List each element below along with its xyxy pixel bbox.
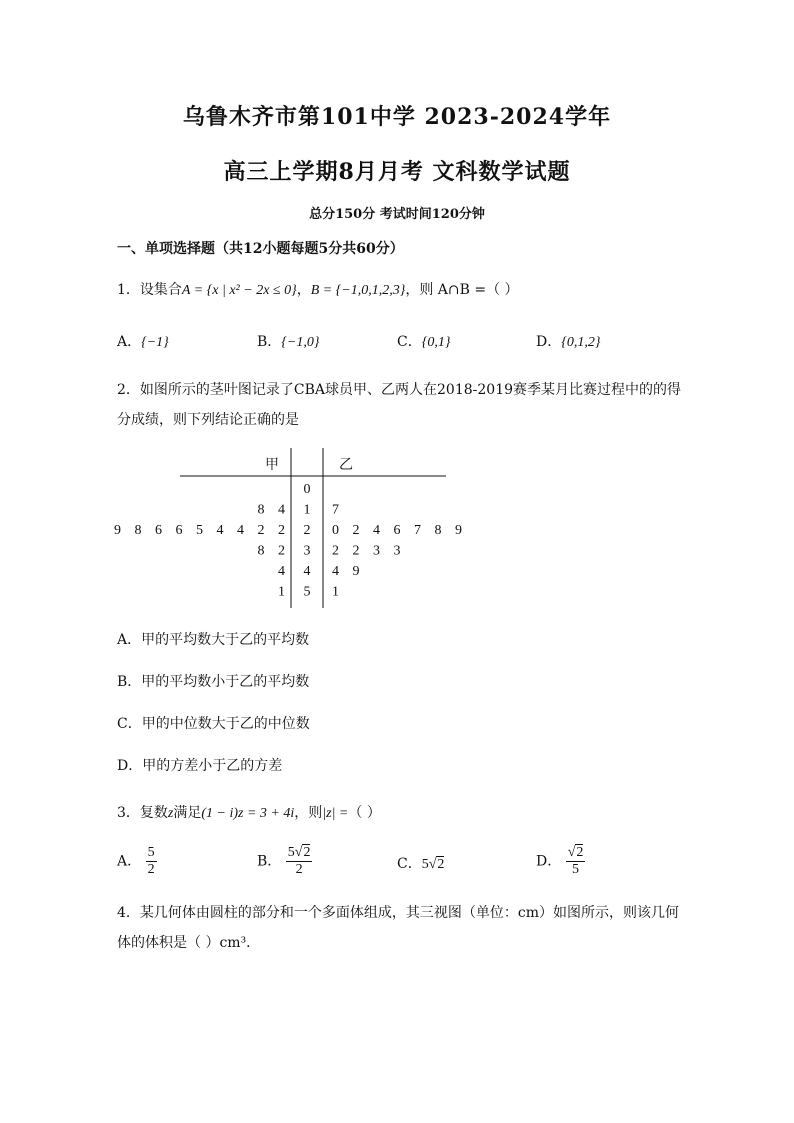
question-4-line1: 4．某几何体由圆柱的部分和一个多面体组成，其三视图（单位：cm）如图所示，则该几何 bbox=[117, 905, 680, 921]
q3-option-c: C．5√2 bbox=[397, 856, 445, 872]
q3-option-b: B． $\frac{5√2}{2}$ bbox=[257, 845, 311, 877]
right-leaf: 9 bbox=[455, 523, 462, 538]
q2-option-c: C．甲的中位数大于乙的中位数 bbox=[117, 716, 310, 732]
right-leaf: 2 bbox=[352, 543, 360, 559]
exam-title-line1: 乌鲁木齐市第101中学 2023-2024学年 bbox=[182, 104, 612, 130]
right-leaf: 1 bbox=[332, 584, 339, 600]
q1-set-b: B = {−1,0,1,2,3} bbox=[310, 283, 406, 298]
question-3: 3．复数z满足(1 − i)z = 3 + 4i，则|z| =（ ） bbox=[117, 805, 381, 821]
q2-option-a: A．甲的平均数大于乙的平均数 bbox=[117, 632, 310, 648]
q1-prefix: 1．设集合 bbox=[117, 282, 182, 298]
right-leaf: 4 bbox=[373, 523, 380, 538]
left-leaf: 2 bbox=[278, 543, 285, 559]
stem-value: 1 bbox=[303, 502, 311, 518]
q1-option-b: B．{−1,0} bbox=[257, 334, 320, 350]
right-leaf: 0 bbox=[332, 523, 339, 538]
question-4-line2: 体的体积是（ ）cm³． bbox=[117, 935, 261, 951]
question-1 bbox=[117, 279, 519, 299]
q1-suffix: ，则 A∩B =（ ） bbox=[405, 282, 519, 298]
stem-value: 4 bbox=[303, 564, 311, 579]
left-leaf: 4 bbox=[278, 502, 285, 518]
right-leaf: 7 bbox=[332, 502, 339, 518]
exam-subtitle: 总分150分 考试时间120分钟 bbox=[309, 207, 485, 222]
stem-leaf-left-header: 甲 bbox=[265, 458, 279, 473]
left-leaf: 4 bbox=[237, 523, 244, 538]
q2-option-d: D．甲的方差小于乙的方差 bbox=[117, 758, 283, 774]
right-leaf: 6 bbox=[393, 523, 401, 538]
right-leaf: 7 bbox=[414, 523, 421, 538]
stem-leaf-plot bbox=[100, 440, 480, 615]
stem-value: 0 bbox=[303, 482, 311, 497]
q3-option-a: A． $\frac{5}{2}$ bbox=[117, 845, 155, 877]
stem-value: 5 bbox=[303, 584, 311, 600]
left-leaf: 4 bbox=[216, 523, 224, 538]
q1-option-c: C．{0,1} bbox=[397, 334, 451, 350]
left-leaf: 1 bbox=[278, 584, 285, 600]
right-leaf: 9 bbox=[352, 564, 360, 579]
q2-option-b: B．甲的平均数小于乙的平均数 bbox=[117, 674, 310, 690]
left-leaf: 6 bbox=[155, 523, 162, 538]
left-leaf: 9 bbox=[114, 523, 121, 538]
left-leaf: 8 bbox=[257, 543, 265, 559]
right-leaf: 3 bbox=[393, 543, 401, 559]
left-leaf: 5 bbox=[196, 523, 203, 538]
left-leaf: 8 bbox=[257, 502, 265, 518]
stem-leaf-rows bbox=[114, 482, 462, 600]
q1-option-d: D．{0,1,2} bbox=[536, 334, 601, 350]
q3-option-d: D． $\frac{√2}{5}$ bbox=[536, 845, 584, 877]
left-leaf: 8 bbox=[134, 523, 142, 538]
q1-sep: ， bbox=[296, 282, 311, 298]
left-leaf: 2 bbox=[257, 523, 265, 538]
section-heading: 一、单项选择题（共12小题每题5分共60分） bbox=[117, 241, 404, 257]
right-leaf: 8 bbox=[434, 523, 442, 538]
right-leaf: 3 bbox=[373, 543, 380, 559]
left-leaf: 6 bbox=[175, 523, 183, 538]
question-2-line2: 分成绩，则下列结论正确的是 bbox=[117, 412, 299, 428]
q1-option-a: A．{−1} bbox=[117, 334, 169, 350]
stem-leaf-right-header: 乙 bbox=[339, 458, 353, 473]
stem-value: 3 bbox=[303, 543, 311, 559]
left-leaf: 4 bbox=[278, 564, 285, 579]
q1-set-a: A = {x | x² − 2x ≤ 0} bbox=[181, 283, 297, 298]
right-leaf: 2 bbox=[352, 523, 360, 538]
right-leaf: 2 bbox=[332, 543, 339, 559]
left-leaf: 2 bbox=[278, 523, 285, 538]
exam-title-line2: 高三上学期8月月考 文科数学试题 bbox=[223, 159, 571, 185]
question-2-line1: 2．如图所示的茎叶图记录了CBA球员甲、乙两人在2018-2019赛季某月比赛过程中的的得 bbox=[117, 382, 682, 398]
stem-value: 2 bbox=[303, 523, 311, 538]
right-leaf: 4 bbox=[332, 564, 339, 579]
